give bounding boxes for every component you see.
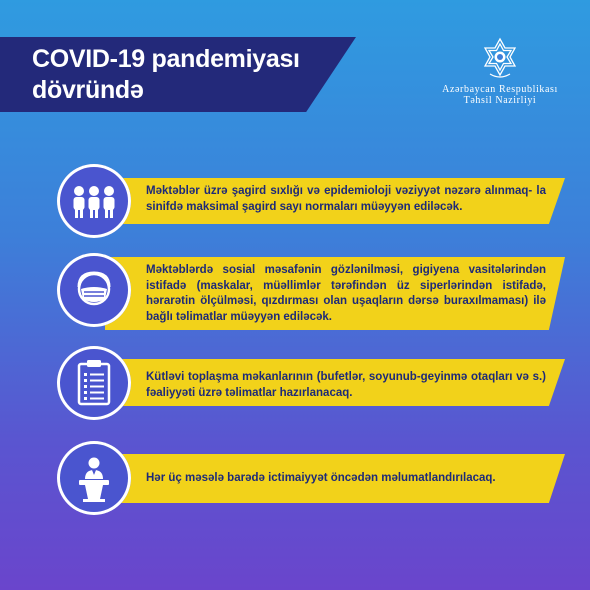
speaker-podium-icon <box>57 441 131 515</box>
ministry-emblem-icon <box>478 36 522 80</box>
item-text: Məktəblərdə sosial məsafənin gözlənilməsi, gigiyena vasitələrindən istifadə (maskalar, müəllimlər tərəfindən üz siperlərindən istifadə, hərarətin ölçülməsi, qızdırması olan uşaqların dərsə buraxılmaması) ilə bağlı təlimatlar müəyyən ediləcək. <box>146 264 546 323</box>
list-item <box>57 441 577 521</box>
logo-text-country: Azərbaycan Respublikası <box>442 84 558 95</box>
item-text: Məktəblər üzrə şagird sıxlığı və epidemioloji vəziyyət nəzərə alınmaq- la sinifdə maksimal şagird sayı normaları müəyyən ediləcək. <box>146 185 546 213</box>
clipboard-icon <box>57 346 131 420</box>
title-line-2: dövründə <box>32 76 144 104</box>
list-item <box>57 253 577 333</box>
logo-text-ministry: Təhsil Nazirliyi <box>463 95 537 106</box>
face-mask-icon <box>57 253 131 327</box>
list-item <box>57 164 577 244</box>
item-text: Hər üç məsələ barədə ictimaiyyət öncədən məlumatlandırılacaq. <box>146 472 496 484</box>
students-icon <box>57 164 131 238</box>
item-text: Kütləvi toplaşma məkanlarının (bufetlər, soyunub-geyinmə otaqları və s.) fəaliyyəti üzrə təlimatlar hazırlanacaq. <box>146 371 546 399</box>
title-line-1: COVID-19 pandemiyası <box>32 45 300 73</box>
list-item <box>57 346 577 426</box>
ministry-logo <box>430 36 570 106</box>
page-title <box>32 44 300 106</box>
